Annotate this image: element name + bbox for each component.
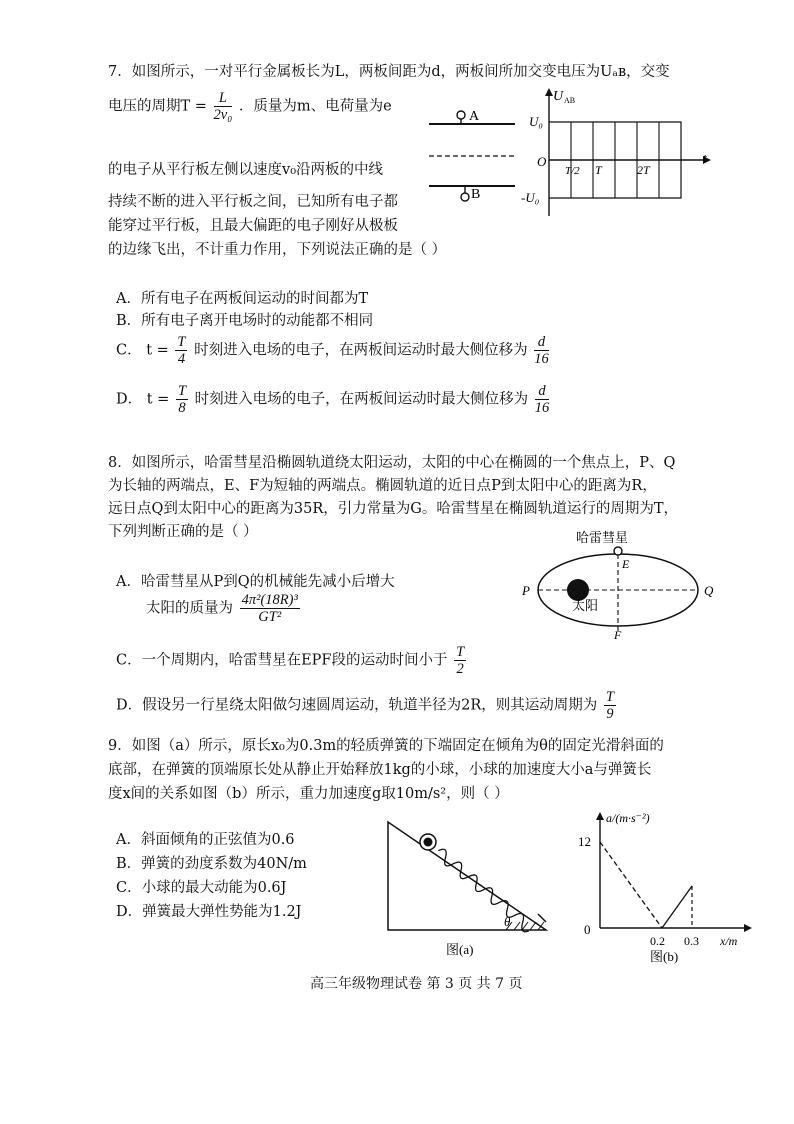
tick-t-label: T xyxy=(595,163,602,177)
q7-option-c-pre: C． t = xyxy=(116,342,169,359)
frac-num: d xyxy=(534,334,549,351)
origin-label: O xyxy=(537,154,547,169)
q7-period-fraction xyxy=(214,90,233,123)
plate-b-terminal xyxy=(461,193,469,201)
plate-a-terminal xyxy=(457,111,465,119)
q8-line4: 下列判断正确的是（ ） xyxy=(108,524,258,540)
frac-den: 2 xyxy=(456,661,464,677)
x02-label: 0.2 xyxy=(650,934,665,948)
neg-u0-label: -U₀ xyxy=(521,190,540,205)
u0-label: U₀ xyxy=(529,114,543,129)
frac-num: T xyxy=(605,689,614,705)
q7-line1: 7．如图所示，一对平行金属板长为L，两板间距为d，两板间所加交变电压为Uₐʙ，交变 xyxy=(108,64,670,80)
q8-orbit-figure xyxy=(518,528,718,643)
q8-option-c-frac xyxy=(454,644,466,677)
frac-den: GT² xyxy=(258,609,282,625)
frac-den: 4 xyxy=(177,351,186,367)
q7-period-num: L xyxy=(214,90,233,107)
q9-option-c: C．小球的最大动能为0.6J xyxy=(116,880,287,896)
q8-line2: 为长轴的两端点，E、F为短轴的两端点。椭圆轨道的近日点P到太阳中心的距离为R， xyxy=(108,478,657,494)
q7-option-d xyxy=(116,383,551,416)
comet-dot xyxy=(614,547,622,555)
f-label: F xyxy=(614,628,622,642)
q7-option-a: A．所有电子在两板间运动的时间都为T xyxy=(116,291,369,307)
q7-line2 xyxy=(108,90,392,123)
frac-num: T xyxy=(177,383,187,399)
q7-option-c-mid: 时刻进入电场的电子，在两板间运动时最大侧位移为 xyxy=(194,342,528,359)
ball-inner xyxy=(424,838,433,847)
t-axis-label: t xyxy=(703,150,707,165)
q8-option-c xyxy=(116,644,468,677)
q9-option-d: D．弹簧最大弹性势能为1.2J xyxy=(116,904,302,920)
plate-a-label: A xyxy=(469,109,480,124)
q7-line2-pre: 电压的周期T = xyxy=(108,98,207,115)
plate-b-label: B xyxy=(471,187,481,202)
frac-den: 16 xyxy=(534,351,549,367)
q8-option-b-pre: 太阳的质量为 xyxy=(146,600,233,617)
descending-line xyxy=(600,842,662,928)
q9-option-a: A．斜面倾角的正弦值为0.6 xyxy=(116,832,295,848)
frac-num: T xyxy=(177,334,186,350)
q7-line2-post: ．质量为m、电荷量为e xyxy=(238,98,392,115)
q9-line3: 度x间的关系如图（b）所示，重力加速度g取10m/s²，则（ ） xyxy=(108,786,509,802)
q7-line3: 的电子从平行板左侧以速度v₀沿两板的中线 xyxy=(108,162,384,178)
q7-option-c xyxy=(116,334,551,367)
q7-option-c-frac1 xyxy=(175,334,187,367)
u-axis-label: U xyxy=(553,89,564,104)
x03-label: 0.3 xyxy=(684,934,699,948)
q9-line1: 9．如图（a）所示，原长x₀为0.3m的轻质弹簧的下端固定在倾角为θ的固定光滑斜面的 xyxy=(108,738,664,754)
q8-option-b xyxy=(146,592,302,625)
frac-den: 9 xyxy=(606,706,614,722)
frac-den: 16 xyxy=(534,400,550,416)
q7-line4: 持续不断的进入平行板之间，已知所有电子都 xyxy=(108,194,398,210)
q8-line1: 8．如图所示，哈雷彗星沿椭圆轨道绕太阳运动，太阳的中心在椭圆的一个焦点上，P、Q xyxy=(108,455,676,471)
frac-num: T xyxy=(456,644,465,660)
q8-option-b-frac xyxy=(240,592,300,625)
q7-option-d-mid: 时刻进入电场的电子，在两板间运动时最大侧位移为 xyxy=(194,391,529,408)
tick-2t-label: 2T xyxy=(637,163,650,177)
frac-num: d xyxy=(535,383,550,400)
tick-half-label: T/2 xyxy=(565,165,580,177)
rising-line xyxy=(662,886,692,928)
q7-option-d-frac2 xyxy=(535,383,550,416)
q-label: Q xyxy=(704,583,714,598)
sun-label: 太阳 xyxy=(572,598,599,613)
q9-option-b: B．弹簧的劲度系数为40N/m xyxy=(116,856,307,872)
q7-option-b: B．所有电子离开电场时的动能都不相同 xyxy=(116,313,374,329)
q8-option-d-pre: D．假设另一行星绕太阳做匀速圆周运动，轨道半径为2R，则其运动周期为 xyxy=(116,697,598,714)
q8-line3: 远日点Q到太阳中心的距离为35R，引力常量为G。哈雷彗星在椭圆轨道运行的周期为T， xyxy=(108,501,679,517)
q9-line2: 底部，在弹簧的顶端原长处从静止开始释放1kg的小球，小球的加速度大小a与弹簧长 xyxy=(108,762,652,778)
page-footer: 高三年级物理试卷 第 3 页 共 7 页 xyxy=(310,976,523,992)
q8-option-c-pre: C．一个周期内，哈雷彗星在EPF段的运动时间小于 xyxy=(116,652,448,669)
q9-figure-b xyxy=(570,808,760,964)
q7-option-c-frac2 xyxy=(534,334,549,367)
q7-option-d-frac1 xyxy=(176,383,188,416)
a-axis-label: a/(m·s⁻²) xyxy=(606,811,650,825)
q7-line6: 的边缘飞出，不计重力作用，下列说法正确的是（ ） xyxy=(108,242,447,258)
q8-option-a: A．哈雷彗星从P到Q的机械能先减小后增大 xyxy=(116,574,395,590)
q9-figure-a xyxy=(380,818,555,958)
q7-figure xyxy=(425,86,715,218)
y12-label: 12 xyxy=(578,834,591,849)
q7-line5: 能穿过平行板，且最大偏距的电子刚好从极板 xyxy=(108,218,398,234)
q8-option-d-frac xyxy=(604,689,616,722)
spring-coil xyxy=(428,847,541,934)
fig-a-caption: 图(a) xyxy=(446,942,474,957)
frac-num: 4π²(18R)³ xyxy=(241,592,298,608)
q7-option-d-pre: D． t = xyxy=(116,391,170,408)
q8-option-d xyxy=(116,689,618,722)
theta-label: θ xyxy=(504,914,511,929)
frac-den: 8 xyxy=(178,400,186,416)
e-label: E xyxy=(622,557,630,571)
x-axis-label: x/m xyxy=(720,934,738,948)
q7-period-den: 2v₀ xyxy=(213,107,233,123)
comet-label: 哈雷彗星 xyxy=(576,530,629,545)
u-axis-sub: AB xyxy=(564,96,576,105)
origin-label-b: 0 xyxy=(584,922,591,937)
p-label: P xyxy=(522,583,530,598)
fig-b-caption: 图(b) xyxy=(650,949,679,964)
